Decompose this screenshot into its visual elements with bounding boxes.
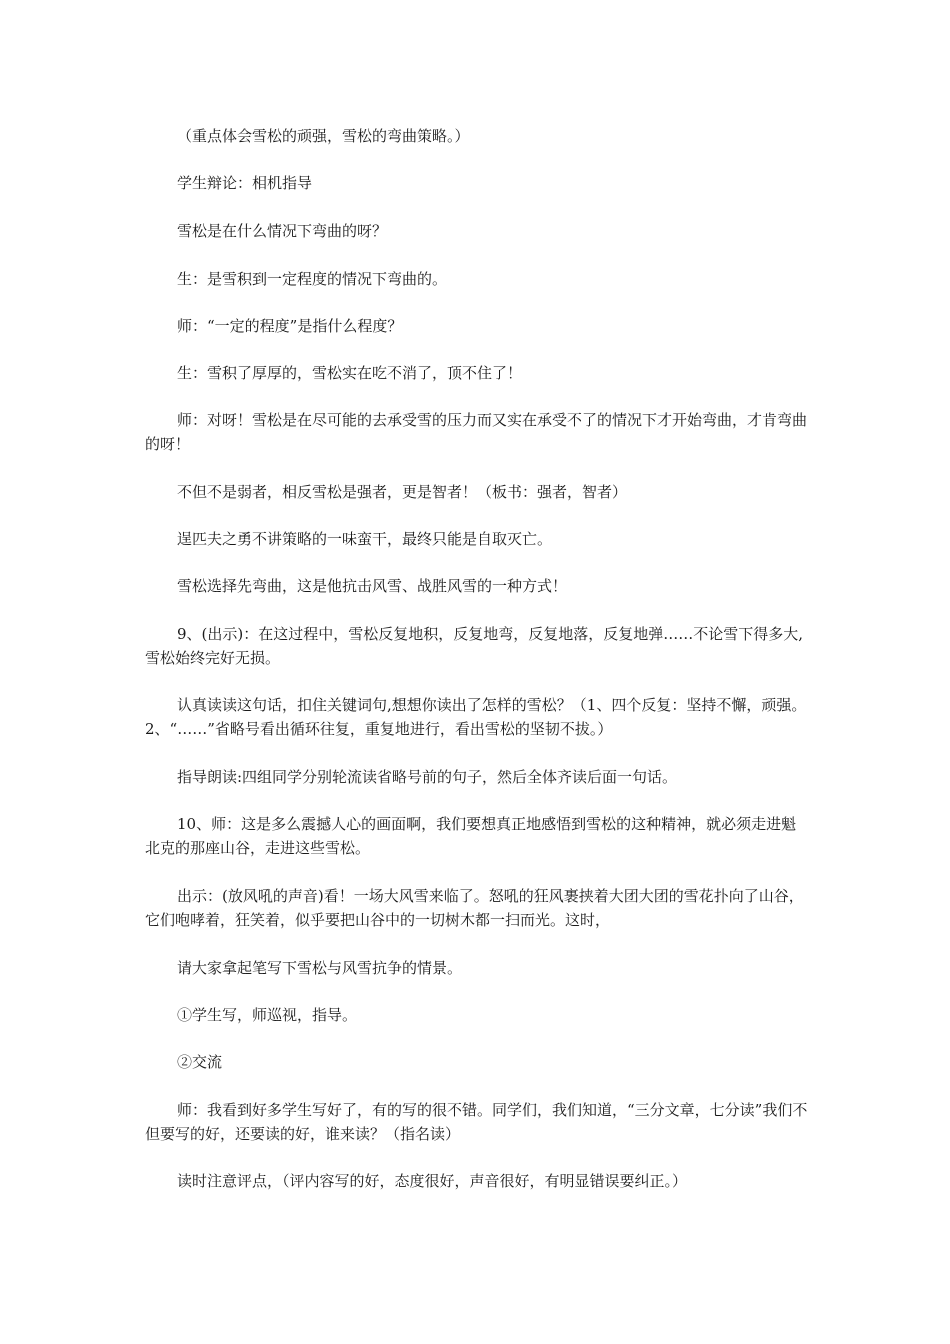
paragraph: 出示：(放风吼的声音)看！一场大风雪来临了。怒吼的狂风裹挟着大团大团的雪花扑向了山谷，它们咆哮着，狂笑着，似乎要把山谷中的一切树木都一扫而光。这时， — [145, 887, 804, 929]
paragraph: 请大家拿起笔写下雪松与风雪抗争的情景。 — [177, 959, 463, 977]
paragraph: 指导朗读:四组同学分别轮流读省略号前的句子，然后全体齐读后面一句话。 — [177, 768, 678, 786]
paragraph: 师：对呀！雪松是在尽可能的去承受雪的压力而又实在承受不了的情况下才开始弯曲，才肯弯曲的呀！ — [145, 411, 808, 453]
paragraph: ②交流 — [177, 1053, 223, 1071]
paragraph: ①学生写，师巡视，指导。 — [177, 1006, 358, 1024]
paragraph: 师：“一定的程度”是指什么程度？ — [177, 317, 403, 335]
paragraph: 学生辩论：相机指导 — [177, 174, 313, 192]
paragraph: 认真读读这句话，扣住关键词句,想想你读出了怎样的雪松？（1、四个反复：坚持不懈，顽强。2、“……”省略号看出循环往复，重复地进行，看出雪松的坚韧不拔。） — [145, 696, 807, 738]
paragraph: 10、师：这是多么震撼人心的画面啊，我们要想真正地感悟到雪松的这种精神，就必须走进魁北克的那座山谷，走进这些雪松。 — [145, 815, 797, 857]
paragraph: 师：我看到好多学生写好了，有的写的很不错。同学们，我们知道，“三分文章，七分读”我们不但要写的好，还要读的好，谁来读？（指名读） — [145, 1101, 808, 1143]
paragraph: 不但不是弱者，相反雪松是强者，更是智者！（板书：强者，智者） — [177, 483, 628, 501]
paragraph: （重点体会雪松的顽强，雪松的弯曲策略。） — [177, 127, 470, 145]
paragraph: 生：雪积了厚厚的，雪松实在吃不消了，顶不住了！ — [177, 364, 523, 382]
paragraph: 逞匹夫之勇不讲策略的一味蛮干，最终只能是自取灭亡。 — [177, 530, 553, 548]
paragraph: 雪松是在什么情况下弯曲的呀？ — [177, 222, 388, 240]
paragraph: 生：是雪积到一定程度的情况下弯曲的。 — [177, 270, 448, 288]
paragraph: 读时注意评点，（评内容写的好，态度很好，声音很好，有明显错误要纠正。） — [177, 1172, 688, 1190]
paragraph: 9、(出示)：在这过程中，雪松反复地积，反复地弯，反复地落，反复地弹……不论雪下得多大,雪松始终完好无损。 — [145, 625, 804, 667]
paragraph: 雪松选择先弯曲，这是他抗击风雪、战胜风雪的一种方式！ — [177, 577, 568, 595]
